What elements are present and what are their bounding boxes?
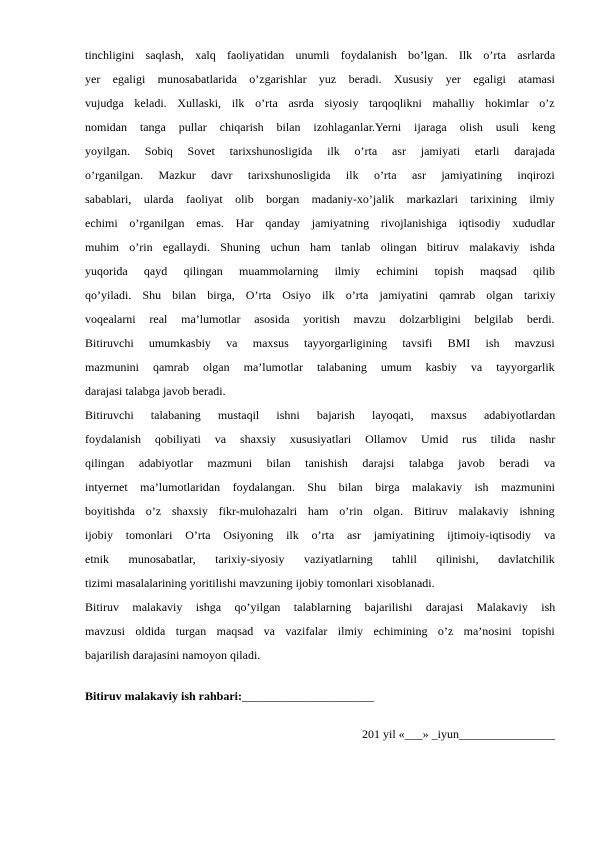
signature-label: Bitiruv malakaviy ish rahbari: xyxy=(85,689,243,703)
text-line: nomidan tanga pullar chiqarish bilan izohlaganlar.Yerni ijaraga olish usuli keng xyxy=(85,120,556,134)
text-line: yuqorida qayd qilingan muammolarning ilmiy echimini topish maqsad qilib xyxy=(85,264,555,278)
text-line: echimi o’rganilgan emas. Har qanday jamiyatning rivojlanishiga iqtisodiy xududlar xyxy=(85,216,556,230)
text-line: intyernet ma’lumotlaridan foydalangan. Shu bilan birga malakaviy ish mazmunini xyxy=(85,480,556,494)
spacer xyxy=(85,667,555,684)
text-line: yoyilgan. Sobiq Sovet tarixshunosligida ilk o’rta asr jamiyati etarli darajada xyxy=(85,144,555,158)
text-line: mavzusi oldida turgan maqsad va vazifalar ilmiy echimining o’z ma’nosini topishi xyxy=(85,624,555,638)
text-line: ijobiy tomonlari O’rta Osiyoning ilk o’rta asr jamiyatining ijtimoiy-iqtisodiy va xyxy=(85,528,556,542)
text-line: o’rganilgan. Mazkur davr tarixshunosligida ilk o’rta asr jamiyatining inqirozi xyxy=(85,168,555,182)
text-line: foydalanish qobiliyati va shaxsiy xususiyatlari Ollamov Umid rus tilida nashr xyxy=(85,432,556,446)
text-line: voqealarni real ma’lumotlar asosida yoritish mavzu dolzarbligini belgilab berdi. xyxy=(85,312,555,326)
text-line: darajasi talabga javob beradi. xyxy=(85,384,226,398)
body-text xyxy=(85,43,555,667)
text-line: Bitiruvchi umumkasbiy va maxsus tayyorgarligining tavsifi BMI ish mavzusi xyxy=(85,336,555,350)
text-line: qilingan adabiyotlar mazmuni bilan tanishish darajsi talabga javob beradi va xyxy=(85,456,556,470)
text-line: yer egaligi munosabatlarida o’zgarishlar yuz beradi. Xususiy yer egaligi atamasi xyxy=(85,72,555,86)
text-line: tizimi masalalarining yoritilishi mavzuning ijobiy tomonlari xisoblanadi. xyxy=(85,576,435,590)
signature-line xyxy=(85,684,555,708)
text-line: vujudga keladi. Xullaski, ilk o’rta asrda siyosiy tarqoqlikni mahalliy hokimlar o’z xyxy=(85,96,555,110)
signature-blank: ______________________ xyxy=(242,689,375,703)
text-line: qo’yiladi. Shu bilan birga, O’rta Osiyo ilk o’rta jamiyatini qamrab olgan tarixiy xyxy=(85,288,556,302)
text-line: Bitiruv malakaviy ishga qo’yilgan talablarning bajarilishi darajasi Malakaviy ish xyxy=(85,600,556,614)
date-line: 201 yil «___» _iyun________________ xyxy=(361,727,555,741)
text-line: bajarilish darajasini namoyon qiladi. xyxy=(85,648,261,662)
text-line: mazmunini qamrab olgan ma’lumotlar talabaning umum kasbiy va tayyorgarlik xyxy=(85,360,555,374)
text-line: tinchligini saqlash, xalq faoliyatidan unumli foydalanish bo’lgan. Ilk o’rta asrlarda xyxy=(85,48,556,62)
text-line: sabablari, ularda faoliyat olib borgan madaniy-xo’jalik markazlari tarixining ilmiy xyxy=(85,192,555,206)
text-line: etnik munosabatlar, tarixiy-siyosiy vaziyatlarning tahlil qilinishi, davlatchilik xyxy=(85,552,555,566)
text-line: boyitishda o’z shaxsiy fikr-mulohazalri ham o’rin olgan. Bitiruv malakaviy ishning xyxy=(85,504,555,518)
text-line: muhim o’rin egallaydi. Shuning uchun ham tanlab olingan bitiruv malakaviy ishda xyxy=(85,240,555,254)
document-page xyxy=(85,43,555,746)
text-line: Bitiruvchi talabaning mustaqil ishni bajarish layoqati, maxsus adabiyotlardan xyxy=(85,408,556,422)
